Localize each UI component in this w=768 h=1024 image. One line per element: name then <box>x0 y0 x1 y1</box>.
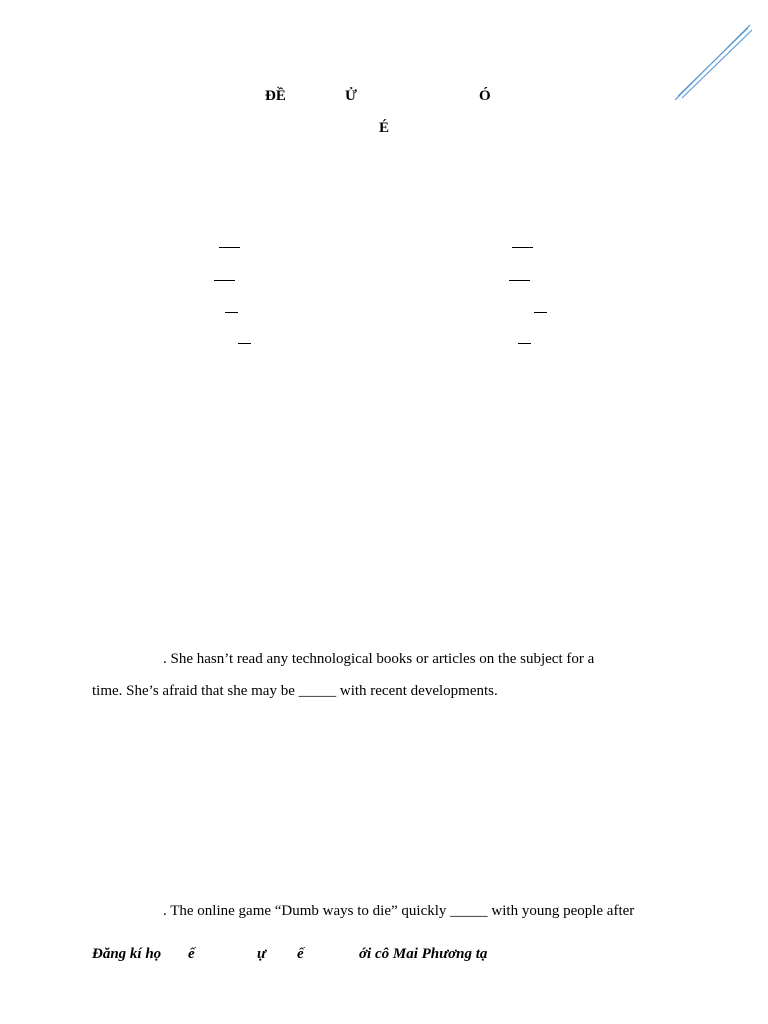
question-text: . The online game “Dumb ways to die” quickly _____ with young people after <box>163 903 635 919</box>
question-text: . She hasn’t read any technological books or articles on the subject for a <box>163 651 595 667</box>
title-fragment: ĐỀ <box>265 88 286 104</box>
answer-blank <box>512 247 533 248</box>
answer-blank <box>518 343 531 344</box>
answer-blank <box>238 343 251 344</box>
answer-blank <box>225 312 238 313</box>
footer-fragment: ế <box>297 946 304 962</box>
footer-fragment: ế <box>188 946 195 962</box>
decoration-line <box>678 28 748 96</box>
answer-blank <box>219 247 240 248</box>
answer-blank <box>509 280 530 281</box>
question-text-continuation: time. She’s afraid that she may be _____ with recent developments. <box>92 683 498 699</box>
footer-fragment: Đăng kí họ <box>92 946 162 962</box>
subtitle-fragment: É <box>379 120 390 136</box>
answer-blank <box>534 312 547 313</box>
footer-fragment: ới cô Mai Phương tạ <box>359 946 488 962</box>
title-fragment: Ử <box>345 88 357 104</box>
corner-decoration <box>670 20 760 110</box>
footer-fragment: ự <box>257 946 266 962</box>
title-fragment: Ó <box>479 88 491 104</box>
answer-blank <box>214 280 235 281</box>
decoration-line <box>682 30 752 98</box>
